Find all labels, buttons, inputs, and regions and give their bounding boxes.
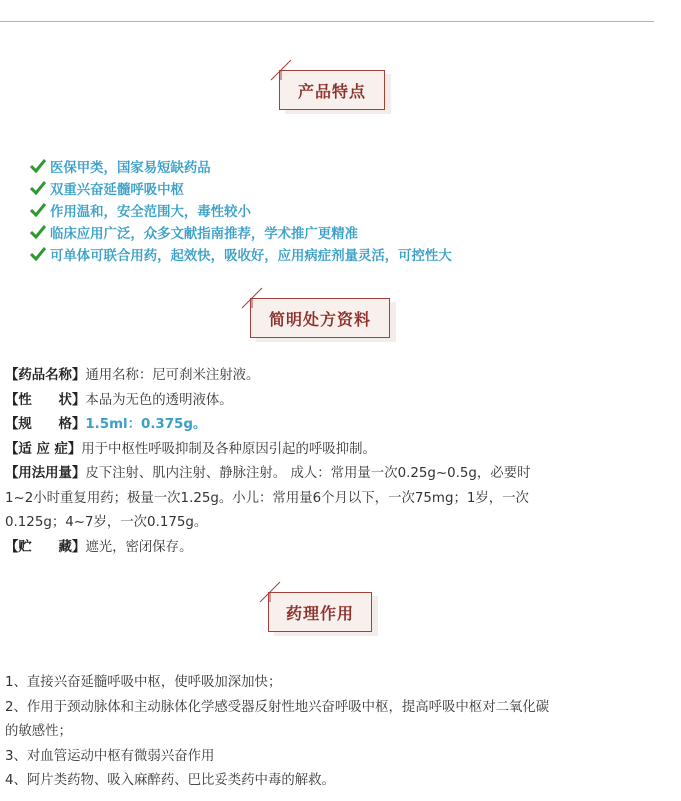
pharm-item: 3、对血管运动中枢有微弱兴奋作用 (5, 748, 215, 764)
feature-item (30, 155, 452, 177)
rx-value: 1.5ml：0.375g。 (85, 417, 207, 432)
rx-name-row (5, 364, 665, 389)
pharmacology-list (5, 671, 665, 794)
prescription-info (5, 364, 665, 560)
pharm-item: 1、直接兴奋延髓呼吸中枢，使呼吸加深加快； (5, 675, 282, 690)
top-divider (0, 21, 654, 22)
checkmark-icon (30, 247, 46, 261)
section-title-features (279, 70, 385, 110)
feature-item (30, 243, 452, 265)
rx-value: 遮光，密闭保存。 (85, 539, 193, 555)
checkmark-icon (30, 181, 46, 195)
rx-key: 【药品名称】 (5, 368, 86, 383)
rx-value: 通用名称：尼可刹米注射液。 (85, 368, 260, 383)
corner-tick-icon (269, 58, 293, 82)
title-box: 药理作用 (268, 592, 372, 632)
rx-props-row (5, 389, 665, 414)
feature-item (30, 221, 452, 243)
checkmark-icon (30, 225, 46, 239)
pharm-item: 的敏感性； (5, 724, 72, 739)
rx-value: 皮下注射、肌内注射、静脉注射。 成人：常用量一次0.25g~0.5g，必要时 (85, 466, 531, 481)
section-title-rx (250, 298, 390, 338)
feature-item (30, 177, 452, 199)
feature-list (30, 155, 452, 265)
feature-item (30, 199, 452, 221)
checkmark-icon (30, 159, 46, 173)
feature-text: 医保甲类，国家易短缺药品 (50, 160, 211, 176)
rx-key: 【适 应 症】 (5, 441, 82, 457)
rx-key: 【性 状】 (5, 392, 86, 408)
rx-spec-row (5, 413, 665, 438)
rx-storage-row (5, 536, 665, 561)
feature-text: 可单体可联合用药，起效快，吸收好，应用病症剂量灵活，可控性大 (50, 248, 452, 264)
title-box: 产品特点 (279, 70, 385, 110)
rx-indication-row (5, 438, 665, 463)
rx-usage-row (5, 462, 665, 487)
title-box: 简明处方资料 (250, 298, 390, 338)
feature-text: 作用温和，安全范围大，毒性较小 (50, 204, 251, 220)
corner-tick-icon (240, 286, 264, 310)
pharm-item: 2、作用于颈动脉体和主动脉体化学感受器反射性地兴奋呼吸中枢，提高呼吸中枢对二氧化碳 (5, 699, 550, 715)
corner-tick-icon (258, 580, 282, 604)
rx-value: 用于中枢性呼吸抑制及各种原因引起的呼吸抑制。 (81, 441, 376, 457)
rx-usage-cont: 1~2小时重复用药；极量一次1.25g。小儿：常用量6个月以下，一次75mg；1岁，一次 (5, 490, 529, 506)
rx-usage-cont: 0.125g；4~7岁，一次0.175g。 (5, 515, 208, 530)
checkmark-icon (30, 203, 46, 217)
section-title-pharm (268, 592, 372, 632)
rx-value: 本品为无色的透明液体。 (85, 392, 233, 408)
rx-key: 【贮 藏】 (5, 539, 86, 555)
feature-text: 双重兴奋延髓呼吸中枢 (50, 182, 184, 198)
feature-text: 临床应用广泛，众多文献指南推荐，学术推广更精准 (50, 226, 358, 242)
rx-key: 【用法用量】 (5, 466, 86, 481)
pharm-item: 4、阿片类药物、吸入麻醉药、巴比妥类药中毒的解救。 (5, 773, 335, 788)
rx-key: 【规 格】 (5, 417, 86, 432)
